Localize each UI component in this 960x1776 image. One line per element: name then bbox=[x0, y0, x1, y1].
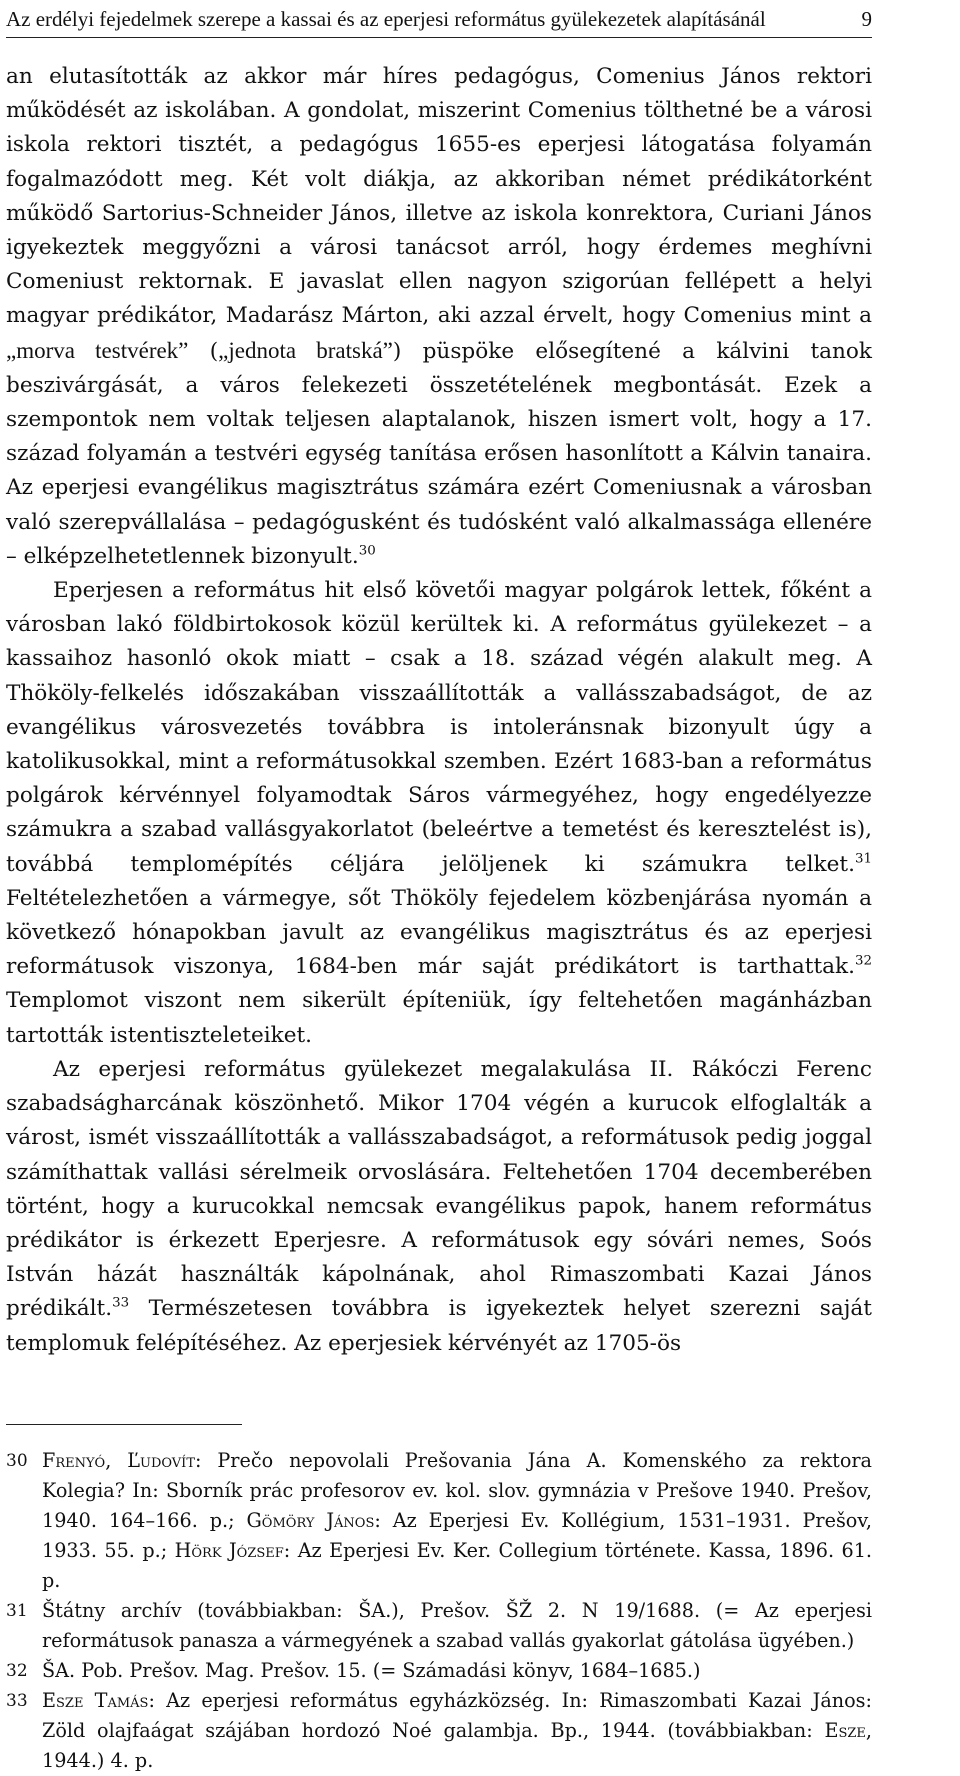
footnote-number: 33 bbox=[6, 1691, 28, 1711]
paragraph-1: an elutasították az akkor már híres pedagógus, Comenius János rektori működését az iskolában. A gondolat, miszerint Comenius tölthetné be a városi iskola rektori tisztét, a pedagógus 1655-es eperjesi látogatása folyamán fogalmazódott meg. Két volt diákja, az akkoriban német prédikátorként működő Sartorius-Schneider János, illetve az iskola konrektora, Curiani János igyekeztek meggyőzni a városi tanácsot arról, hogy érdemes meghívni Comeniust rektornak. E javaslat ellen nagyon szigorúan fellépett a helyi magyar prédikátor, Madarász Márton, aki azzal érvelt, hogy Comenius mint a „morva testvérek” („jednota bratská”) püspöke elősegítené a kálvini tanok beszivárgását, a város felekezeti összetételének megbontását. Ezek a szempontok nem voltak teljesen alaptalanok, hiszen ismert volt, hogy a 17. század folyamán a testvéri egység tanítása erősen hasonlított a Kálvin tanaira. Az eperjesi evangélikus magisztrátus számára ezért Comeniusnak a városban való szerepvállalása – pedagógusként és tudósként való alkalmassága ellenére – elképzelhetetlennek bizonyult.$^{30}$ bbox=[6, 64, 872, 569]
footnote-ref-33[interactable]: 33 bbox=[112, 1296, 130, 1312]
footnotes bbox=[6, 1446, 872, 1776]
footnote-text: ŠA. Pob. Prešov. Mag. Prešov. 15. (= Számadási könyv, 1684–1685.) bbox=[42, 1659, 701, 1682]
footnote-number: 31 bbox=[6, 1601, 28, 1621]
quote-jednota-bratska: „jednota bratská” bbox=[218, 337, 393, 363]
running-header-title: Az erdélyi fejedelmek szerepe a kassai és az eperjesi református gyülekezetek alapításánál bbox=[6, 7, 766, 31]
footnote-text: Frenyó, Ľudovít: Prečo nepovolali Prešovania Jána A. Komenského za rektora Kolegia? In: Sborník prác profesorov ev. kol. slov. gymnázia v Prešove 1940. Prešov, 1940. 164–166. p.; Gömöry János: Az Eperjesi Ev. Kollégium, 1531–1931. Prešov, 1933. 55. p.; Hörk József: Az Eperjesi Ev. Ker. Collegium története. Kassa, 1896. 61. p. bbox=[42, 1449, 873, 1592]
footnote-ref-32[interactable]: 32 bbox=[854, 953, 872, 969]
footnote-30 bbox=[6, 1446, 872, 1596]
footnote-separator bbox=[6, 1424, 242, 1425]
quote-morva-testverek: „morva testvérek” bbox=[6, 337, 189, 363]
running-header bbox=[6, 4, 872, 34]
page-number: 9 bbox=[861, 7, 872, 31]
footnote-ref-31[interactable]: 31 bbox=[854, 851, 872, 867]
footnote-32 bbox=[6, 1656, 872, 1686]
footnote-ref-30[interactable]: 30 bbox=[358, 543, 376, 559]
footnote-33 bbox=[6, 1686, 872, 1776]
footnote-text: Štátny archív (továbbiakban: ŠA.), Prešov. ŠŽ 2. N 19/1688. (= Az eperjesi reformátusok panasza a vármegyének a szabad vallás gyakorlat gátolása ügyében.) bbox=[42, 1599, 872, 1652]
paragraph-2: Eperjesen a református hit első követői magyar polgárok lettek, főként a városban lakó földbirtokosok közül kerültek ki. A református gyülekezet – a kassaihoz hasonló okok miatt – csak a 18. század végén alakult meg. A Thököly-felkelés időszakában visszaállították a vallásszabadságot, de az evangélikus városvezetés továbbra is intoleránsnak bizonyult úgy a katolikusokkal, mint a reformátusokkal szemben. Ezért 1683-ban a református polgárok kérvénnyel folyamodtak Sáros vármegyéhez, hogy engedélyezze számukra a szabad vallásgyakorlatot (beleértve a temetést és keresztelést is), továbbá templomépítés céljára jelöljenek ki számukra telket.$^{31}$ Feltételezhetően a vármegye, sőt Thököly fejedelem közbenjárása nyomán a következő hónapokban javult az evangélikus magisztrátus és az eperjesi reformátusok viszonya, 1684-ben már saját prédikátort is tarthattak.$^{32}$ Templomot viszont nem sikerült építeniük, így feltehetően magánházban tartották istentiszteleteiket. bbox=[6, 578, 872, 1048]
footnote-number: 30 bbox=[6, 1451, 28, 1471]
header-rule bbox=[6, 37, 872, 38]
footnote-text: Esze Tamás: Az eperjesi református egyházközség. In: Rimaszombati Kazai János: Zöld olajfaágat szájában hordozó Noé galambja. Bp., 1944. (továbbiakban: Esze, 1944.) 4. p. bbox=[42, 1689, 872, 1772]
paragraph-3: Az eperjesi református gyülekezet megalakulása II. Rákóczi Ferenc szabadságharcának köszönhető. Mikor 1704 végén a kurucok elfoglalták a várost, ismét visszaállították a vallásszabadságot, a reformátusok pedig joggal számíthattak vallási sérelmeik orvoslására. Feltehetően 1704 decemberében történt, hogy a kurucokkal nemcsak evangélikus papok, hanem református prédikátor is érkezett Eperjesre. A reformátusok egy sóvári nemes, Soós István házát használták kápolnának, ahol Rimaszombati Kazai János prédikált.$^{33}$ Természetesen továbbra is igyekeztek helyet szerezni saját templomuk felépítéséhez. Az eperjesiek kérvényét az 1705-ös bbox=[6, 1056, 872, 1356]
body-text bbox=[6, 60, 872, 1361]
footnote-number: 32 bbox=[6, 1661, 28, 1681]
footnote-31 bbox=[6, 1596, 872, 1656]
